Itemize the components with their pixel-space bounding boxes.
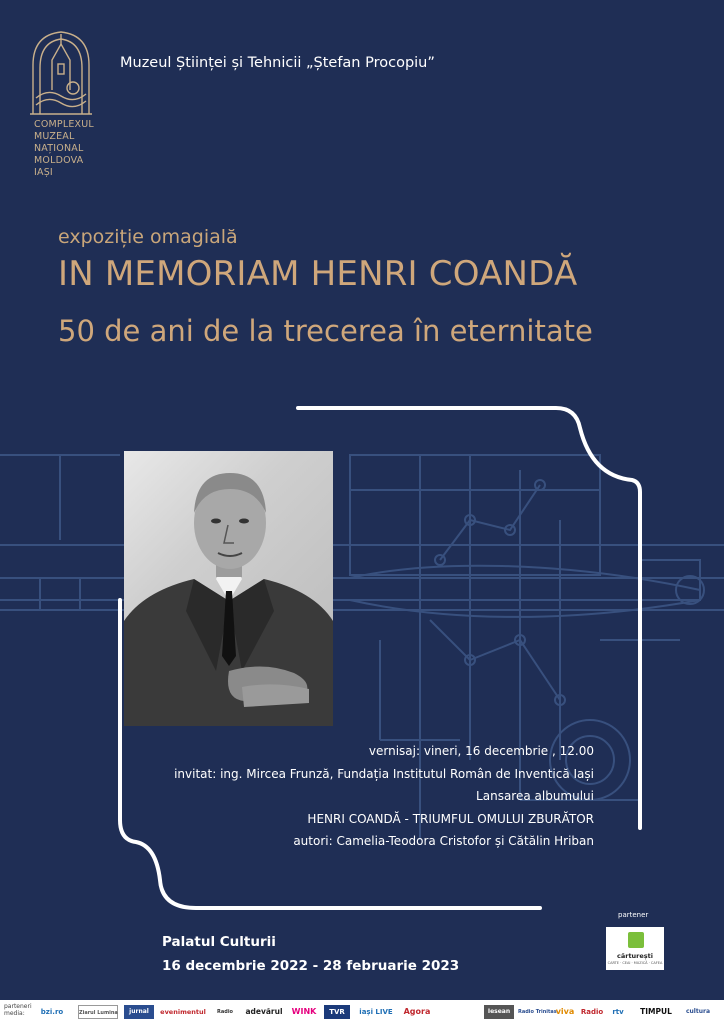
media-label: parteneri media: xyxy=(4,1003,32,1017)
media-logo: iași LIVE xyxy=(359,1008,393,1016)
media-logo: rtv xyxy=(612,1008,624,1016)
logo-line: MOLDOVA xyxy=(34,155,84,166)
album-title: HENRI COANDĂ - TRIUMFUL OMULUI ZBURĂTOR xyxy=(307,811,594,826)
venue-dates: 16 decembrie 2022 - 28 februarie 2023 xyxy=(162,958,460,974)
museum-name: Muzeul Științei și Tehnicii „Ștefan Procopiu” xyxy=(120,55,435,71)
logo-line: NAȚIONAL xyxy=(34,143,84,154)
partner-tagline: CARTE · CEAI · MUZICĂ · CAFEA xyxy=(607,961,663,965)
logo-line: COMPLEXUL xyxy=(34,119,94,130)
media-logo: cultura xyxy=(685,1008,711,1015)
partner-logo xyxy=(606,927,664,970)
logo-text xyxy=(34,119,94,179)
portrait-illustration xyxy=(124,451,333,726)
exhibition-title: IN MEMORIAM HENRI COANDĂ xyxy=(58,254,578,294)
leaf-icon xyxy=(628,932,644,948)
partner-label: partener xyxy=(618,911,649,919)
venue-block xyxy=(162,930,459,978)
media-logo: TIMPUL xyxy=(640,1007,672,1016)
media-logos xyxy=(32,1005,722,1019)
lansare-text: Lansarea albumului xyxy=(476,789,594,803)
media-partners-bar xyxy=(0,1000,724,1024)
media-logo: viva xyxy=(555,1007,575,1016)
event-details xyxy=(174,740,594,853)
authors-text: autori: Camelia-Teodora Cristofor și Cătălin Hriban xyxy=(293,834,594,848)
media-logo: Radio Trinitas xyxy=(518,1009,557,1015)
media-logo: bzi.ro xyxy=(40,1008,64,1016)
media-logo: Radio xyxy=(217,1009,233,1015)
museum-logo xyxy=(28,30,94,116)
media-logo: TVR xyxy=(324,1005,350,1019)
media-logo: jurnal xyxy=(124,1005,154,1019)
media-logo: Iesean xyxy=(484,1005,514,1019)
logo-line: MUZEAL xyxy=(34,131,75,142)
media-logo: evenimentul xyxy=(160,1008,206,1016)
exhibition-tagline: 50 de ani de la trecerea în eternitate xyxy=(58,314,593,348)
venue-place: Palatul Culturii xyxy=(162,934,276,950)
media-logo: Radio xyxy=(580,1008,604,1016)
media-logo: Ziarul Lumina xyxy=(78,1005,118,1019)
media-logo: adevărul xyxy=(245,1007,283,1016)
exhibition-subtitle: expoziție omagială xyxy=(58,226,238,248)
media-logo: Agora xyxy=(403,1007,431,1016)
logo-line: IAȘI xyxy=(34,167,53,178)
vernisaj-text: vernisaj: vineri, 16 decembrie , 12.00 xyxy=(368,744,594,758)
portrait-photo xyxy=(124,451,333,726)
partner-name: cărturești xyxy=(617,952,653,960)
media-logo: WINK xyxy=(291,1007,317,1016)
invitat-text: invitat: ing. Mircea Frunză, Fundația Institutul Român de Inventică Iași xyxy=(174,766,594,781)
